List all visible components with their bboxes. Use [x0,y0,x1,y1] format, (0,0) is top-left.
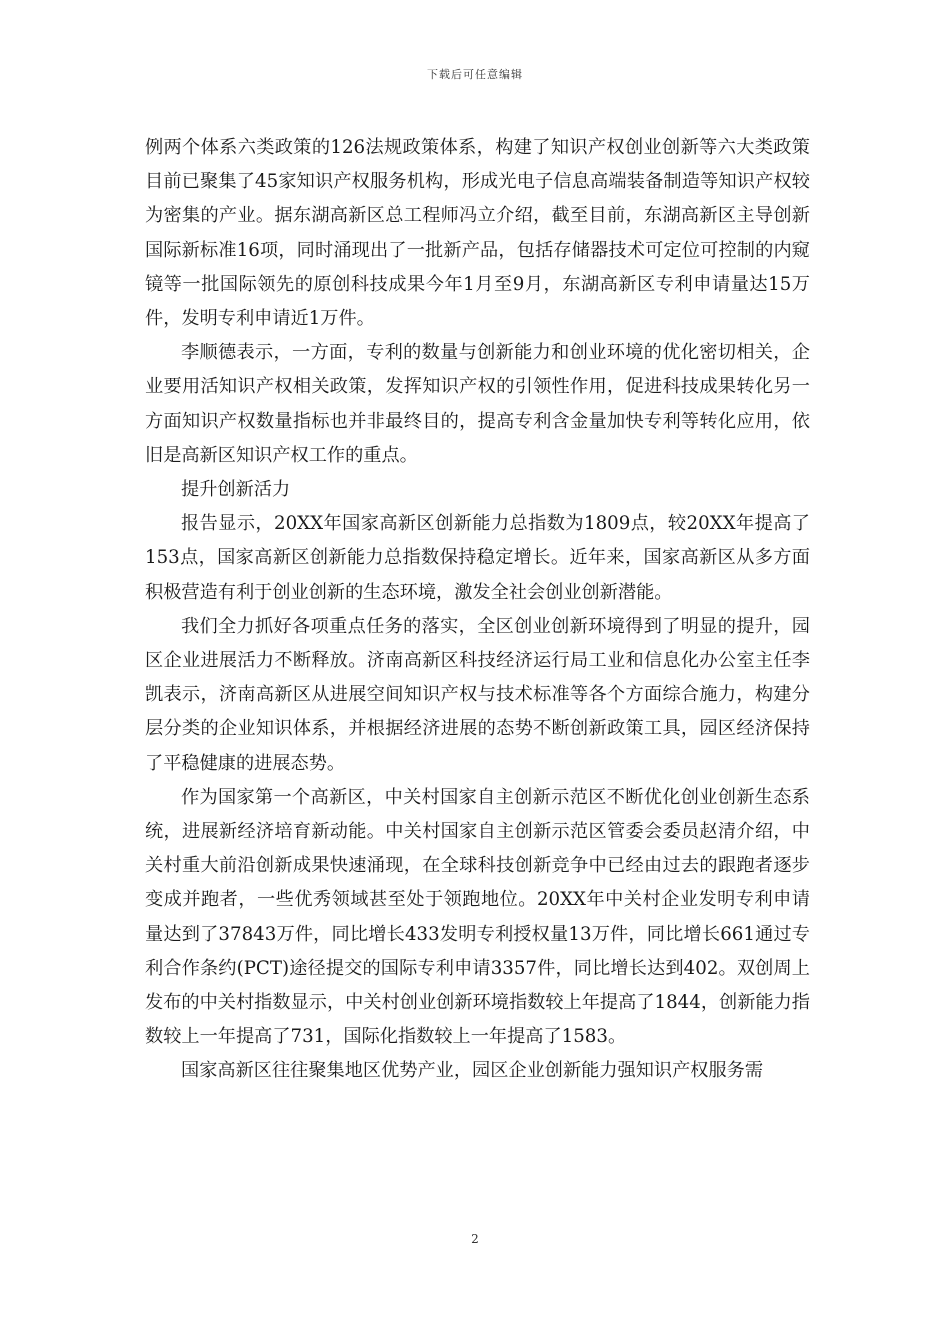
paragraph: 我们全力抓好各项重点任务的落实，全区创业创新环境得到了明显的提升，园区企业进展活力不断释放。济南高新区科技经济运行局工业和信息化办公室主任李凯表示，济南高新区从进展空间知识产权与技术标准等各个方面综合施力，构建分层分类的企业知识体系，并根据经济进展的态势不断创新政策工具，园区经济保持了平稳健康的进展态势。 [145,615,810,774]
section-heading: 提升创新活力 [181,479,291,501]
paragraph: 李顺德表示，一方面，专利的数量与创新能力和创业环境的优化密切相关，企业要用活知识产权相关政策，发挥知识产权的引领性作用，促进科技成果转化另一方面知识产权数量指标也并非最终目的，提高专利含金量加快专利等转化应用，依旧是高新区知识产权工作的重点。 [145,342,810,466]
paragraph: 作为国家第一个高新区，中关村国家自主创新示范区不断优化创业创新生态系统，进展新经济培育新动能。中关村国家自主创新示范区管委会委员赵清介绍，中关村重大前沿创新成果快速涌现，在全球科技创新竞争中已经由过去的跟跑者逐步变成并跑者，一些优秀领域甚至处于领跑地位。20XX年中关村企业发明专利申请量达到了37843万件，同比增长433发明专利授权量13万件，同比增长661通过专利合作条约(PCT)途径提交的国际专利申请3357件，同比增长达到402。双创周上发布的中关村指数显示，中关村创业创新环境指数较上年提高了1844，创新能力指数较上一年提高了731，国际化指数较上一年提高了1583。 [145,786,810,1048]
page-number: 2 [471,1232,479,1246]
paragraph: 国家高新区往往聚集地区优势产业，园区企业创新能力强知识产权服务需 [181,1060,764,1082]
document-body [145,131,810,1089]
paragraph: 例两个体系六类政策的126法规政策体系，构建了知识产权创业创新等六大类政策目前已聚集了45家知识产权服务机构，形成光电子信息高端装备制造等知识产权较为密集的产业。据东湖高新区总工程师冯立介绍，截至目前，东湖高新区主导创新国际新标准16项，同时涌现出了一批新产品，包括存储器技术可定位可控制的内窥镜等一批国际领先的原创科技成果今年1月至9月，东湖高新区专利申请量达15万件，发明专利申请近1万件。 [145,137,810,330]
paragraph: 报告显示，20XX年国家高新区创新能力总指数为1809点，较20XX年提高了153点，国家高新区创新能力总指数保持稳定增长。近年来，国家高新区从多方面积极营造有利于创业创新的生态环境，激发全社会创业创新潜能。 [145,513,810,603]
page-header: 下载后可任意编辑 [427,68,523,81]
